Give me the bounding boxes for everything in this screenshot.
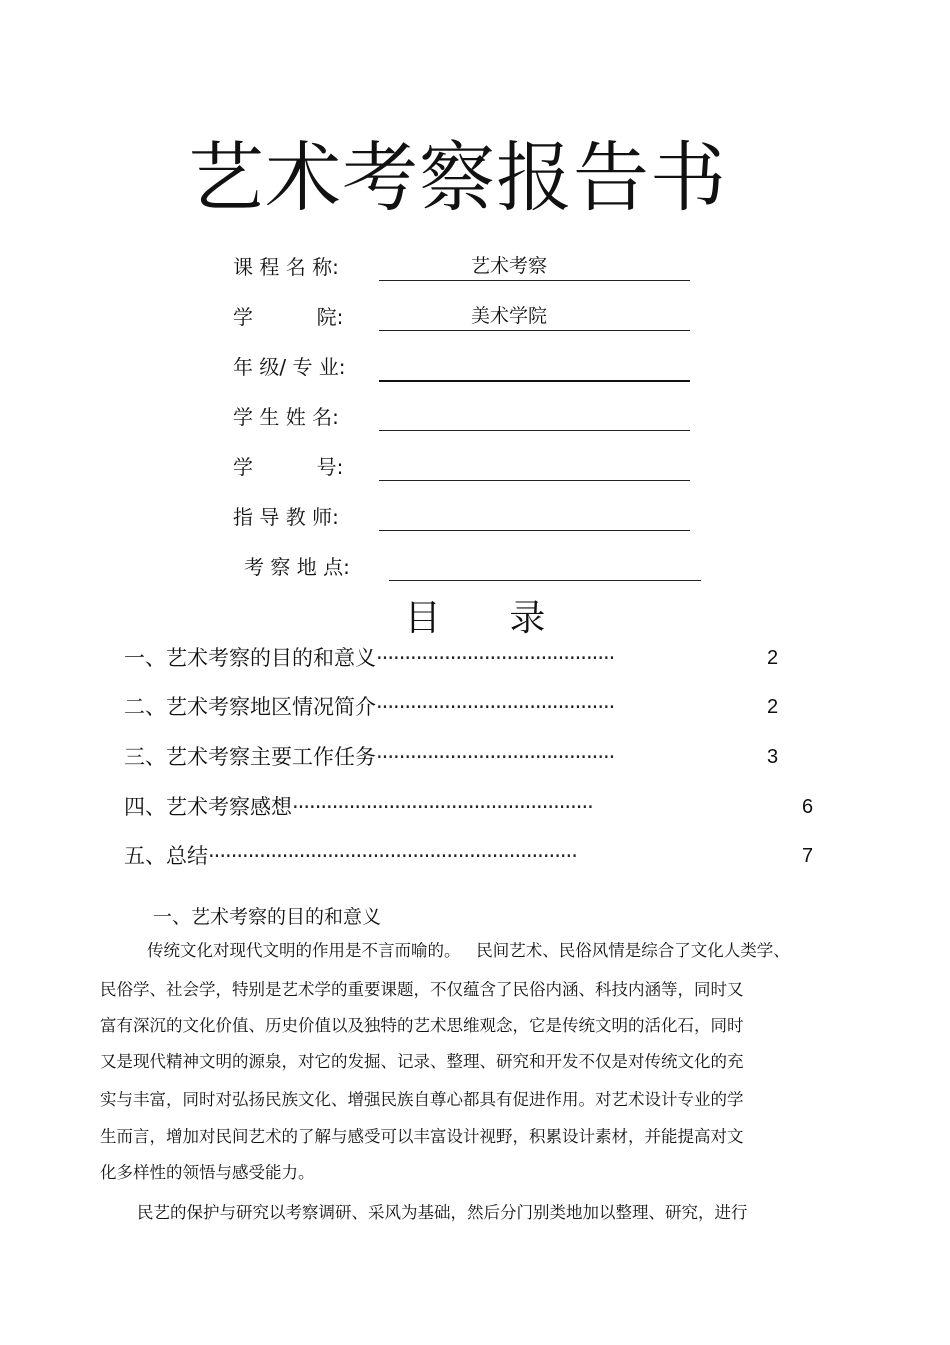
field-value: 艺术考察 xyxy=(471,255,548,277)
field-label: 课 程 名 称: xyxy=(233,255,339,279)
paragraph-line: 化多样性的领悟与感受能力。 xyxy=(100,1163,315,1182)
toc-entry-leader: ····················································· xyxy=(292,795,593,819)
toc-entry-leader: ·········································· xyxy=(376,695,615,719)
report-title: 艺术考察报告书 xyxy=(188,133,727,222)
toc-entry-text: 四、艺术考察感想 xyxy=(124,795,292,819)
field-label: 学 号: xyxy=(233,455,344,479)
field-advisor xyxy=(233,502,693,532)
toc-entry[interactable] xyxy=(124,692,614,722)
field-label: 指 导 教 师: xyxy=(233,505,339,529)
paragraph-line: 实与丰富，同时对弘扬民族文化、增强民族自尊心都具有促进作用。对艺术设计专业的学 xyxy=(100,1090,744,1109)
field-underline xyxy=(379,354,690,382)
toc-entry-leader: ································································· xyxy=(208,844,577,868)
field-label: 年 级/ 专 业: xyxy=(233,355,346,379)
paragraph-line: 民艺的保护与研究以考察调研、采风为基础，然后分门别类地加以整理、研究，进行 xyxy=(137,1203,748,1222)
toc-page-number: 7 xyxy=(802,845,814,867)
toc-entry[interactable] xyxy=(124,742,614,772)
field-grade-major xyxy=(233,352,693,382)
toc-entry-text: 三、艺术考察主要工作任务 xyxy=(124,745,376,769)
toc-page-number: 2 xyxy=(767,696,779,718)
toc-entry-text: 一、艺术考察的目的和意义 xyxy=(124,646,376,670)
field-student-id xyxy=(233,452,693,482)
toc-title: 目 录 xyxy=(404,598,546,639)
toc-entry[interactable] xyxy=(124,792,593,822)
paragraph-line: 传统文化对现代文明的作用是不言而喻的。 民间艺术、民俗风情是综合了文化人类学、 xyxy=(147,941,790,960)
section-heading: 一、艺术考察的目的和意义 xyxy=(153,906,382,928)
toc-page-number: 6 xyxy=(802,796,814,818)
field-underline xyxy=(379,504,690,531)
field-label: 学 生 姓 名: xyxy=(233,405,339,429)
toc-entry-leader: ·········································· xyxy=(376,646,615,670)
toc-entry-text: 二、艺术考察地区情况简介 xyxy=(124,695,376,719)
paragraph-line: 民俗学、社会学，特别是艺术学的重要课题，不仅蕴含了民俗内涵、科技内涵等，同时又 xyxy=(100,980,744,999)
field-student-name xyxy=(233,402,693,432)
paragraph-line: 又是现代精神文明的源泉，对它的发掘、记录、整理、研究和开发不仅是对传统文化的充 xyxy=(100,1052,744,1071)
toc-page-number: 3 xyxy=(767,746,779,768)
toc-page-number: 2 xyxy=(767,647,779,669)
field-label: 学 院: xyxy=(233,305,344,329)
paragraph-line: 富有深沉的文化价值、历史价值以及独特的艺术思维观念，它是传统文明的活化石，同时 xyxy=(100,1016,744,1035)
field-underline xyxy=(379,454,690,481)
paragraph-line: 生而言，增加对民间艺术的了解与感受可以丰富设计视野，积累设计素材，并能提高对文 xyxy=(100,1127,744,1146)
field-college xyxy=(233,302,693,332)
field-underline xyxy=(389,554,701,581)
field-value: 美术学院 xyxy=(471,305,548,327)
toc-entry[interactable] xyxy=(124,841,577,871)
field-underline xyxy=(379,404,690,431)
field-course-name xyxy=(233,252,693,282)
toc-entry-leader: ·········································· xyxy=(376,745,615,769)
toc-entry-text: 五、总结 xyxy=(124,844,208,868)
field-location xyxy=(244,552,704,582)
field-label: 考 察 地 点: xyxy=(244,555,350,579)
toc-entry[interactable] xyxy=(124,643,614,673)
